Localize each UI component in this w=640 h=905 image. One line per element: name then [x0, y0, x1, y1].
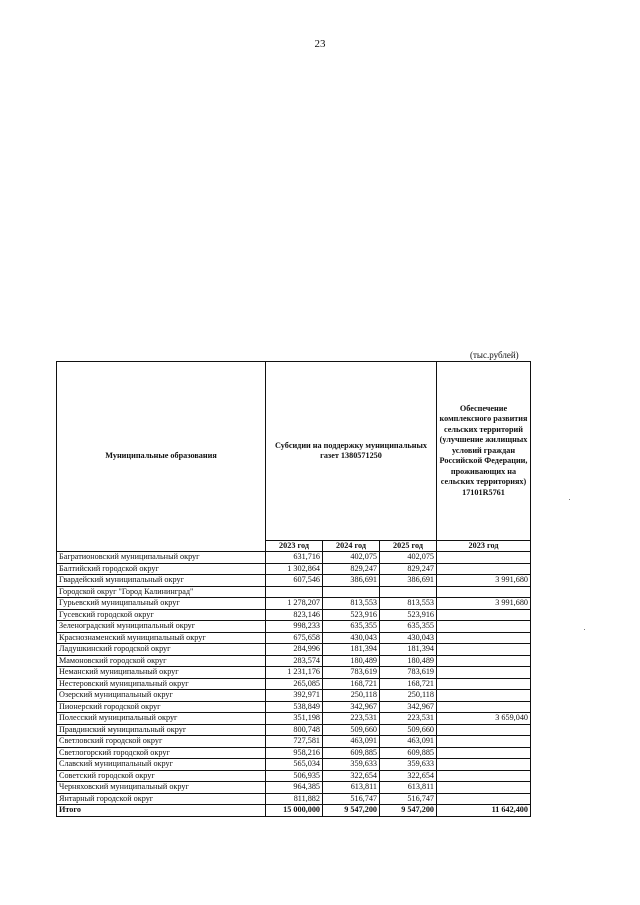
- municipality-name-cell: Советский городской округ: [57, 770, 266, 782]
- header-rural-development: Обеспечение комплексного развития сельских территорий (улучшение жилищных условий граждан Российской Федерации, проживающих на сельских территориях) 17101R5761: [437, 362, 531, 541]
- value-cell: [437, 701, 531, 713]
- value-cell: 463,091: [323, 736, 380, 748]
- value-cell: 523,916: [380, 609, 437, 621]
- header-year: 2025 год: [380, 541, 437, 552]
- value-cell: 392,971: [266, 690, 323, 702]
- value-cell: 15 000,000: [266, 805, 323, 817]
- value-cell: 168,721: [323, 678, 380, 690]
- value-cell: 516,747: [323, 793, 380, 805]
- table-row: [57, 586, 531, 598]
- table-row: [57, 770, 531, 782]
- municipality-name-cell: Балтийский городской округ: [57, 563, 266, 575]
- value-cell: 516,747: [380, 793, 437, 805]
- header-gas-subsidy: Субсидии на поддержку муниципальных газет 1380571250: [266, 362, 437, 541]
- value-cell: 538,849: [266, 701, 323, 713]
- table-row: [57, 759, 531, 771]
- municipality-name-cell: Гусевский городской округ: [57, 609, 266, 621]
- value-cell: 9 547,200: [380, 805, 437, 817]
- table-row: [57, 609, 531, 621]
- value-cell: 342,967: [380, 701, 437, 713]
- value-cell: [437, 655, 531, 667]
- value-cell: 635,355: [380, 621, 437, 633]
- value-cell: 430,043: [380, 632, 437, 644]
- table-row: [57, 713, 531, 725]
- municipality-name-cell: Черняховский муниципальный округ: [57, 782, 266, 794]
- value-cell: 727,581: [266, 736, 323, 748]
- value-cell: 613,811: [380, 782, 437, 794]
- value-cell: 523,916: [323, 609, 380, 621]
- value-cell: 565,034: [266, 759, 323, 771]
- value-cell: 284,996: [266, 644, 323, 656]
- value-cell: 509,660: [380, 724, 437, 736]
- table-row: [57, 563, 531, 575]
- value-cell: [437, 793, 531, 805]
- value-cell: 506,935: [266, 770, 323, 782]
- municipality-name-cell: Янтарный городской округ: [57, 793, 266, 805]
- value-cell: 964,385: [266, 782, 323, 794]
- value-cell: [437, 690, 531, 702]
- value-cell: 813,553: [323, 598, 380, 610]
- municipality-name-cell: Полесский муниципальный округ: [57, 713, 266, 725]
- table-row: [57, 701, 531, 713]
- value-cell: 675,658: [266, 632, 323, 644]
- header-year: 2024 год: [323, 541, 380, 552]
- value-cell: [266, 586, 323, 598]
- value-cell: 11 642,400: [437, 805, 531, 817]
- value-cell: 265,085: [266, 678, 323, 690]
- value-cell: 402,075: [380, 552, 437, 564]
- header-municipality: Муниципальные образования: [57, 362, 266, 552]
- municipality-name-cell: Мамоновский городской округ: [57, 655, 266, 667]
- municipality-name-cell: Итого: [57, 805, 266, 817]
- value-cell: 1 231,176: [266, 667, 323, 679]
- value-cell: 829,247: [380, 563, 437, 575]
- municipality-name-cell: Светловский городской округ: [57, 736, 266, 748]
- value-cell: 250,118: [323, 690, 380, 702]
- table-row: [57, 655, 531, 667]
- value-cell: 635,355: [323, 621, 380, 633]
- table-row: [57, 667, 531, 679]
- value-cell: [437, 621, 531, 633]
- value-cell: [380, 586, 437, 598]
- municipality-name-cell: Озерский муниципальный округ: [57, 690, 266, 702]
- table-row: [57, 793, 531, 805]
- value-cell: [437, 563, 531, 575]
- scan-speck: [569, 499, 570, 500]
- value-cell: 631,716: [266, 552, 323, 564]
- value-cell: 250,118: [380, 690, 437, 702]
- value-cell: 783,619: [380, 667, 437, 679]
- table-row: [57, 575, 531, 587]
- value-cell: 3 991,680: [437, 598, 531, 610]
- value-cell: [437, 644, 531, 656]
- value-cell: 386,691: [323, 575, 380, 587]
- municipality-name-cell: Пионерский городской округ: [57, 701, 266, 713]
- value-cell: 386,691: [380, 575, 437, 587]
- table-row: [57, 644, 531, 656]
- value-cell: 180,489: [323, 655, 380, 667]
- value-cell: 351,198: [266, 713, 323, 725]
- municipality-name-cell: Краснознаменский муниципальный округ: [57, 632, 266, 644]
- value-cell: [437, 724, 531, 736]
- municipality-name-cell: Светлогорский городской округ: [57, 747, 266, 759]
- value-cell: 998,233: [266, 621, 323, 633]
- value-cell: [323, 586, 380, 598]
- municipality-name-cell: Зеленоградский муниципальный округ: [57, 621, 266, 633]
- municipality-name-cell: Ладушкинский городской округ: [57, 644, 266, 656]
- value-cell: [437, 770, 531, 782]
- value-cell: 9 547,200: [323, 805, 380, 817]
- value-cell: 609,885: [323, 747, 380, 759]
- value-cell: 342,967: [323, 701, 380, 713]
- municipality-name-cell: Неманский муниципальный округ: [57, 667, 266, 679]
- units-note: (тыс.рублей): [470, 350, 519, 360]
- value-cell: 283,574: [266, 655, 323, 667]
- value-cell: [437, 678, 531, 690]
- value-cell: 181,394: [323, 644, 380, 656]
- value-cell: 181,394: [380, 644, 437, 656]
- value-cell: 223,531: [380, 713, 437, 725]
- value-cell: [437, 586, 531, 598]
- page-number: 23: [314, 38, 326, 50]
- value-cell: 800,748: [266, 724, 323, 736]
- table-row: [57, 782, 531, 794]
- municipality-name-cell: Нестеровский муниципальный округ: [57, 678, 266, 690]
- value-cell: 430,043: [323, 632, 380, 644]
- value-cell: 823,146: [266, 609, 323, 621]
- municipality-name-cell: Гвардейский муниципальный округ: [57, 575, 266, 587]
- value-cell: 359,633: [380, 759, 437, 771]
- value-cell: 180,489: [380, 655, 437, 667]
- value-cell: 609,885: [380, 747, 437, 759]
- header-year: 2023 год: [266, 541, 323, 552]
- value-cell: 322,654: [323, 770, 380, 782]
- value-cell: 613,811: [323, 782, 380, 794]
- value-cell: [437, 759, 531, 771]
- value-cell: 813,553: [380, 598, 437, 610]
- value-cell: [437, 552, 531, 564]
- value-cell: 223,531: [323, 713, 380, 725]
- value-cell: [437, 667, 531, 679]
- subsidy-table: [56, 361, 531, 817]
- table-row: [57, 724, 531, 736]
- value-cell: 3 659,040: [437, 713, 531, 725]
- value-cell: 1 302,864: [266, 563, 323, 575]
- scan-speck: [584, 629, 585, 630]
- municipality-name-cell: Гурьевский муниципальный округ: [57, 598, 266, 610]
- value-cell: 607,546: [266, 575, 323, 587]
- value-cell: [437, 632, 531, 644]
- total-row: [57, 805, 531, 817]
- value-cell: 958,216: [266, 747, 323, 759]
- table-row: [57, 552, 531, 564]
- value-cell: 168,721: [380, 678, 437, 690]
- value-cell: [437, 609, 531, 621]
- municipality-name-cell: Багратионовский муниципальный округ: [57, 552, 266, 564]
- municipality-name-cell: Правдинский муниципальный округ: [57, 724, 266, 736]
- value-cell: [437, 782, 531, 794]
- table-header-row: [57, 362, 531, 541]
- value-cell: 509,660: [323, 724, 380, 736]
- municipality-name-cell: Славский муниципальный округ: [57, 759, 266, 771]
- table-row: [57, 747, 531, 759]
- value-cell: [437, 747, 531, 759]
- value-cell: 402,075: [323, 552, 380, 564]
- header-year: 2023 год: [437, 541, 531, 552]
- value-cell: [437, 736, 531, 748]
- value-cell: 322,654: [380, 770, 437, 782]
- value-cell: 783,619: [323, 667, 380, 679]
- table-row: [57, 678, 531, 690]
- value-cell: 811,882: [266, 793, 323, 805]
- value-cell: 1 278,207: [266, 598, 323, 610]
- value-cell: 829,247: [323, 563, 380, 575]
- table-row: [57, 736, 531, 748]
- value-cell: 359,633: [323, 759, 380, 771]
- table-row: [57, 632, 531, 644]
- value-cell: 3 991,680: [437, 575, 531, 587]
- table-row: [57, 598, 531, 610]
- table-row: [57, 621, 531, 633]
- municipality-name-cell: Городской округ "Город Калининград": [57, 586, 266, 598]
- table-row: [57, 690, 531, 702]
- value-cell: 463,091: [380, 736, 437, 748]
